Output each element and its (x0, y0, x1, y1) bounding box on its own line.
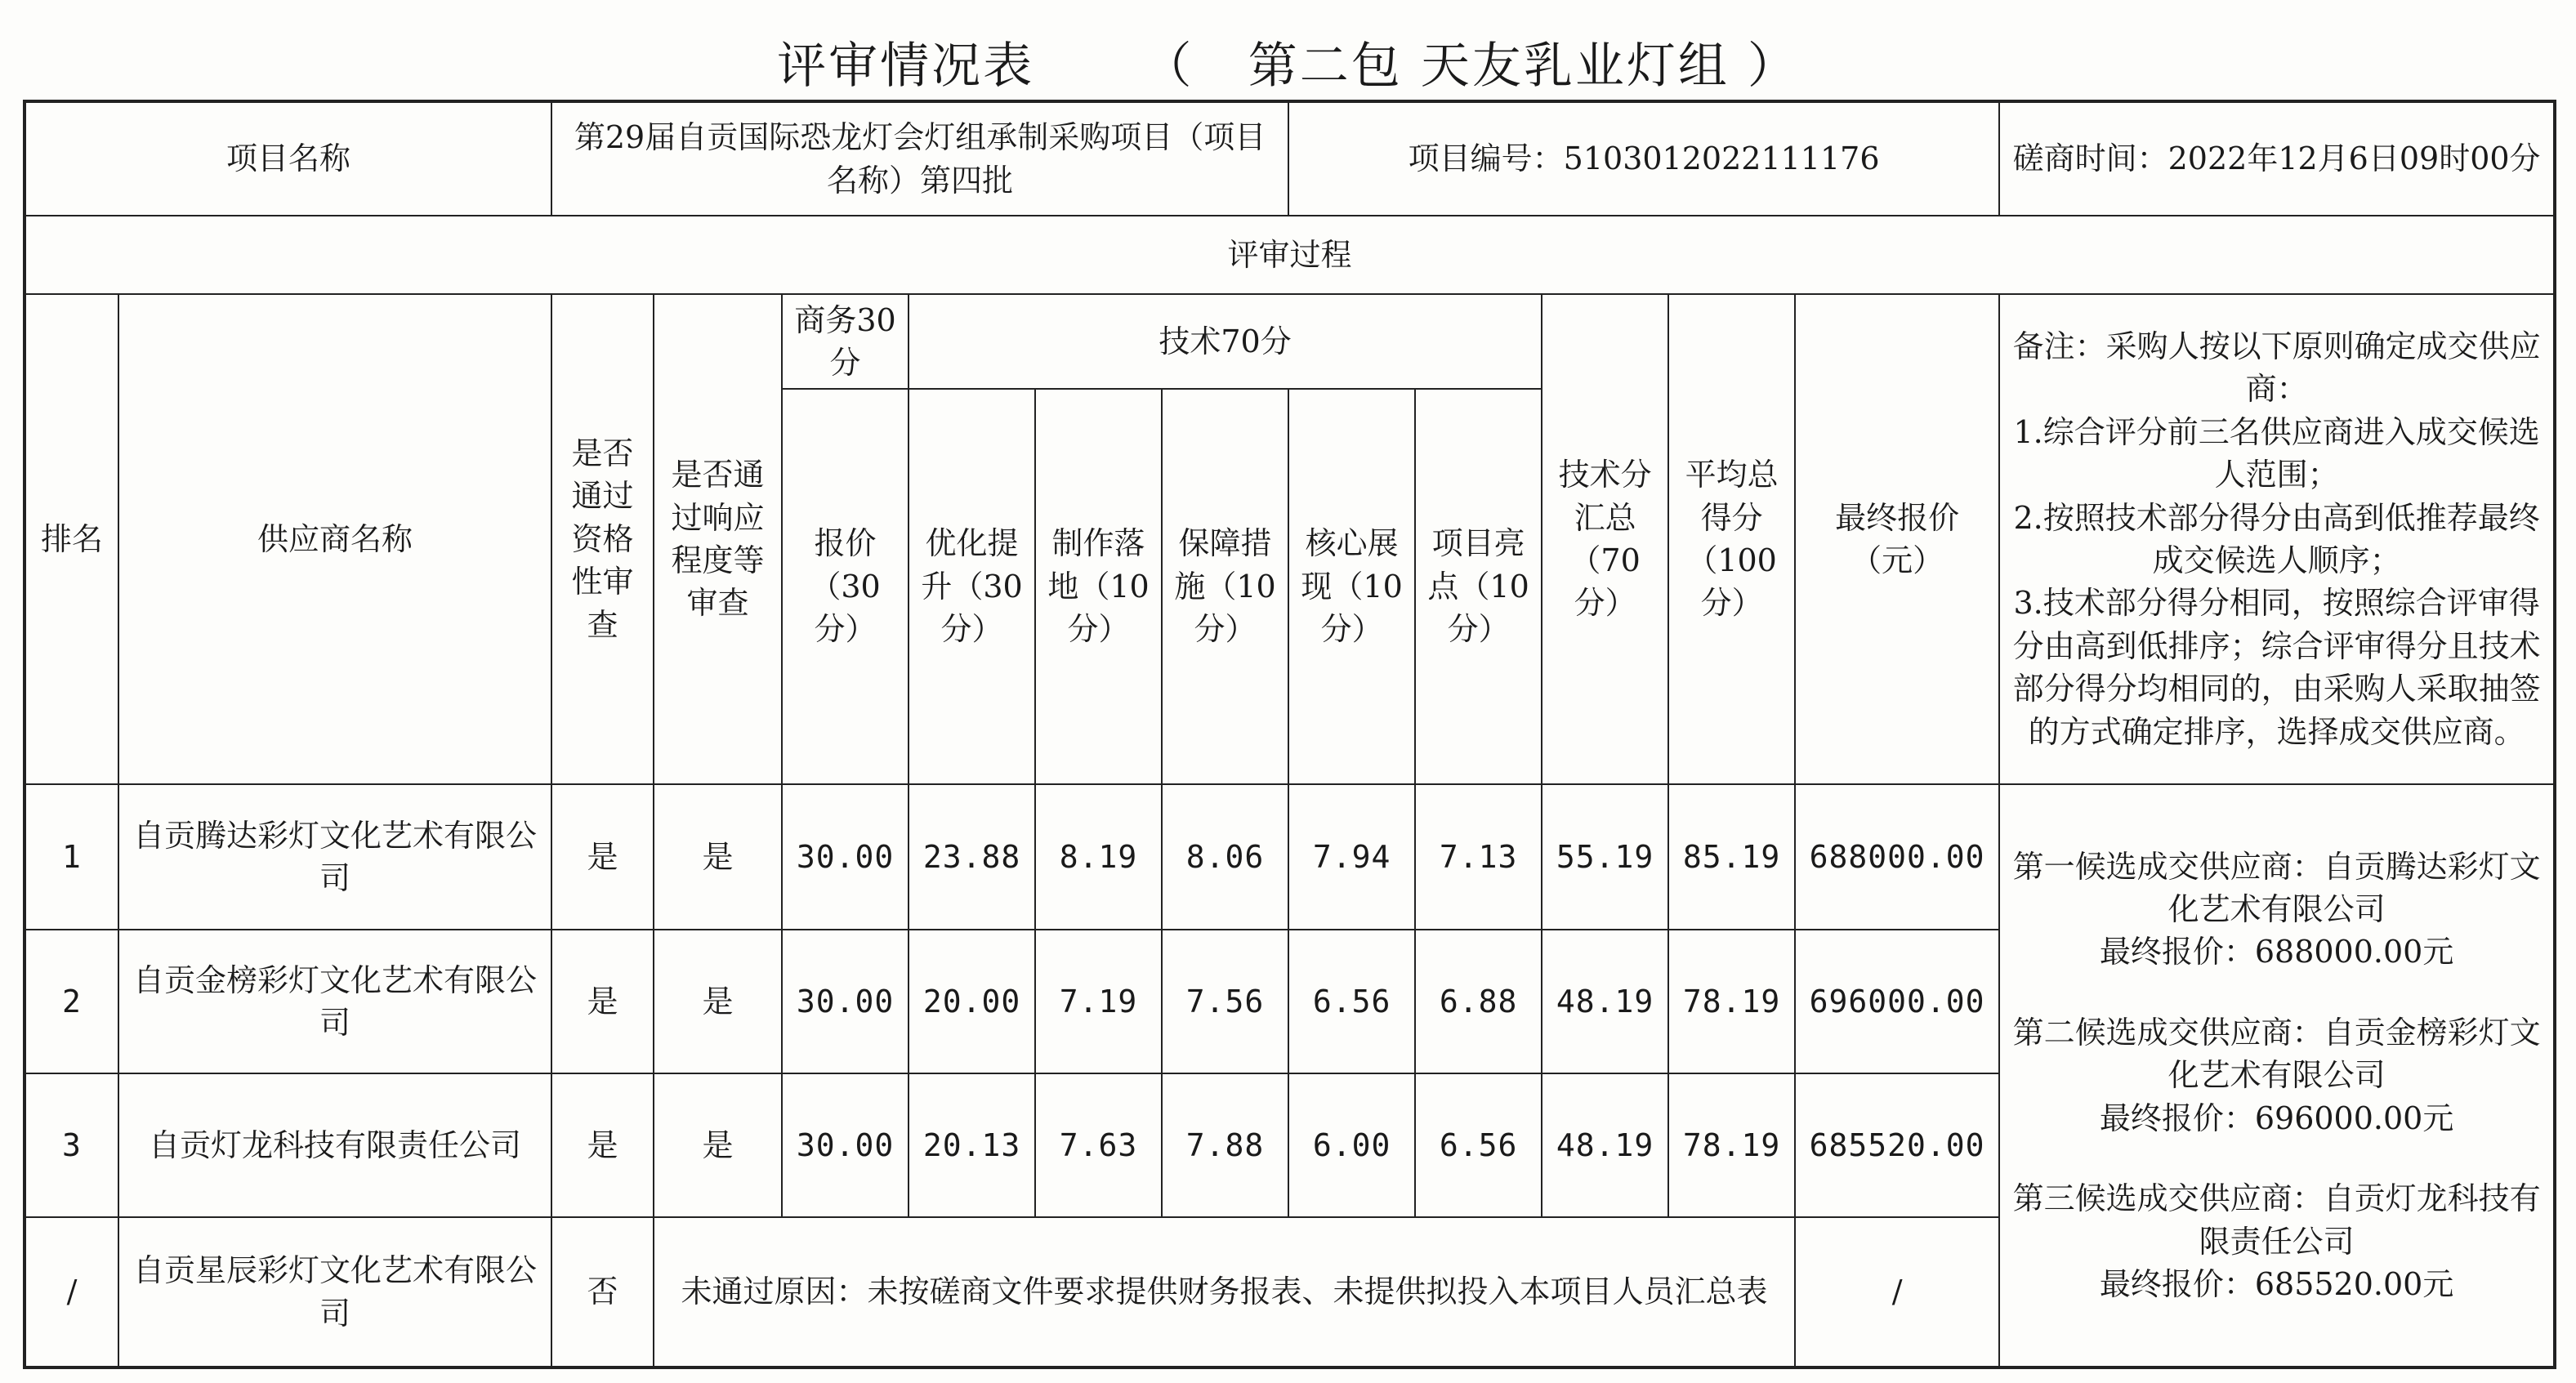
core-show-cell: 7.94 (1288, 784, 1415, 930)
header-tech-total: 技术分汇总（70分） (1542, 294, 1668, 784)
header-row-1 (25, 294, 2555, 389)
review-table (23, 100, 2556, 1369)
supplier-cell: 自贡金榜彩灯文化艺术有限公司 (118, 930, 551, 1073)
qualification-cell: 是 (551, 930, 654, 1073)
header-production: 制作落地（10分） (1035, 389, 1162, 784)
rank-cell: 2 (25, 930, 118, 1073)
header-guarantee: 保障措施（10分） (1162, 389, 1288, 784)
header-compliance: 是否通过响应程度等审查 (654, 294, 782, 784)
guarantee-cell: 7.56 (1162, 930, 1288, 1073)
optimize-cell: 20.13 (909, 1073, 1035, 1217)
guarantee-cell: 8.06 (1162, 784, 1288, 930)
header-core-show: 核心展现（10分） (1288, 389, 1415, 784)
failed-supplier-cell: 自贡星辰彩灯文化艺术有限公司 (118, 1217, 551, 1367)
tech-total-cell: 48.19 (1542, 930, 1668, 1073)
avg-total-cell: 78.19 (1668, 1073, 1795, 1217)
candidate-1-name: 第一候选成交供应商：自贡腾达彩灯文化艺术有限公司 (2012, 848, 2541, 927)
header-rank: 排名 (25, 294, 118, 784)
project-number: 项目编号：5103012022111176 (1288, 101, 1999, 216)
highlight-cell: 6.56 (1415, 1073, 1542, 1217)
project-info-row (25, 101, 2555, 216)
failed-rank-cell: / (25, 1217, 118, 1367)
production-cell: 7.63 (1035, 1073, 1162, 1217)
header-optimize: 优化提升（30分） (909, 389, 1035, 784)
note-title: 备注：采购人按以下原则确定成交供应商： (2012, 328, 2541, 408)
header-supplier: 供应商名称 (118, 294, 551, 784)
guarantee-cell: 7.88 (1162, 1073, 1288, 1217)
final-price-cell: 696000.00 (1795, 930, 1999, 1073)
compliance-cell: 是 (654, 784, 782, 930)
header-qualification: 是否通过资格性审查 (551, 294, 654, 784)
project-name-value: 第29届自贡国际恐龙灯会灯组承制采购项目（项目名称）第四批 (551, 101, 1288, 216)
table-row (25, 784, 2555, 930)
header-tech-group: 技术70分 (909, 294, 1542, 389)
candidate-3-price: 最终报价：685520.00元 (2099, 1266, 2454, 1303)
candidates-cell (1999, 784, 2555, 1367)
qualification-cell: 是 (551, 1073, 654, 1217)
candidate-2-name: 第二候选成交供应商：自贡金榜彩灯文化艺术有限公司 (2012, 1014, 2541, 1094)
avg-total-cell: 78.19 (1668, 930, 1795, 1073)
failed-final-price-cell: / (1795, 1217, 1999, 1367)
project-name-label: 项目名称 (25, 101, 551, 216)
note-rule-1: 1.综合评分前三名供应商进入成交候选人范围； (2013, 413, 2540, 493)
review-process-heading: 评审过程 (25, 216, 2555, 294)
avg-total-cell: 85.19 (1668, 784, 1795, 930)
note-rule-3: 3.技术部分得分相同，按照综合评审得分由高到低排序；综合评审得分且技术部分得分均相同的，由采购人采取抽签的方式确定排序，选择成交供应商。 (2012, 585, 2541, 750)
final-price-cell: 685520.00 (1795, 1073, 1999, 1217)
candidate-1-price: 最终报价：688000.00元 (2099, 934, 2454, 970)
core-show-cell: 6.00 (1288, 1073, 1415, 1217)
candidate-3-name: 第三候选成交供应商：自贡灯龙科技有限责任公司 (2012, 1180, 2541, 1260)
production-cell: 8.19 (1035, 784, 1162, 930)
optimize-cell: 20.00 (909, 930, 1035, 1073)
optimize-cell: 23.88 (909, 784, 1035, 930)
failed-qualification-cell: 否 (551, 1217, 654, 1367)
price-score-cell: 30.00 (782, 930, 909, 1073)
tech-total-cell: 55.19 (1542, 784, 1668, 930)
header-price-score: 报价（30分） (782, 389, 909, 784)
rank-cell: 3 (25, 1073, 118, 1217)
header-highlight: 项目亮点（10分） (1415, 389, 1542, 784)
tech-total-cell: 48.19 (1542, 1073, 1668, 1217)
candidate-2-price: 最终报价：696000.00元 (2099, 1100, 2454, 1136)
selection-rules-note (1999, 294, 2555, 784)
negotiation-time: 磋商时间：2022年12月6日09时00分 (1999, 101, 2555, 216)
supplier-cell: 自贡灯龙科技有限责任公司 (118, 1073, 551, 1217)
compliance-cell: 是 (654, 930, 782, 1073)
candidate-3 (2007, 1177, 2547, 1305)
page-title: 评审情况表 （ 第二包 天友乳业灯组 ） (777, 38, 1799, 95)
candidate-1 (2007, 845, 2547, 974)
core-show-cell: 6.56 (1288, 930, 1415, 1073)
highlight-cell: 7.13 (1415, 784, 1542, 930)
price-score-cell: 30.00 (782, 1073, 909, 1217)
header-final-price: 最终报价（元） (1795, 294, 1999, 784)
price-score-cell: 30.00 (782, 784, 909, 930)
qualification-cell: 是 (551, 784, 654, 930)
failure-reason-cell: 未通过原因：未按磋商文件要求提供财务报表、未提供拟投入本项目人员汇总表 (654, 1217, 1795, 1367)
header-avg-total: 平均总得分（100分） (1668, 294, 1795, 784)
header-business-group: 商务30分 (782, 294, 909, 389)
rank-cell: 1 (25, 784, 118, 930)
final-price-cell: 688000.00 (1795, 784, 1999, 930)
supplier-cell: 自贡腾达彩灯文化艺术有限公司 (118, 784, 551, 930)
production-cell: 7.19 (1035, 930, 1162, 1073)
highlight-cell: 6.88 (1415, 930, 1542, 1073)
candidate-2 (2007, 1011, 2547, 1140)
compliance-cell: 是 (654, 1073, 782, 1217)
note-rule-2: 2.按照技术部分得分由高到低推荐最终成交候选人顺序； (2013, 499, 2540, 578)
